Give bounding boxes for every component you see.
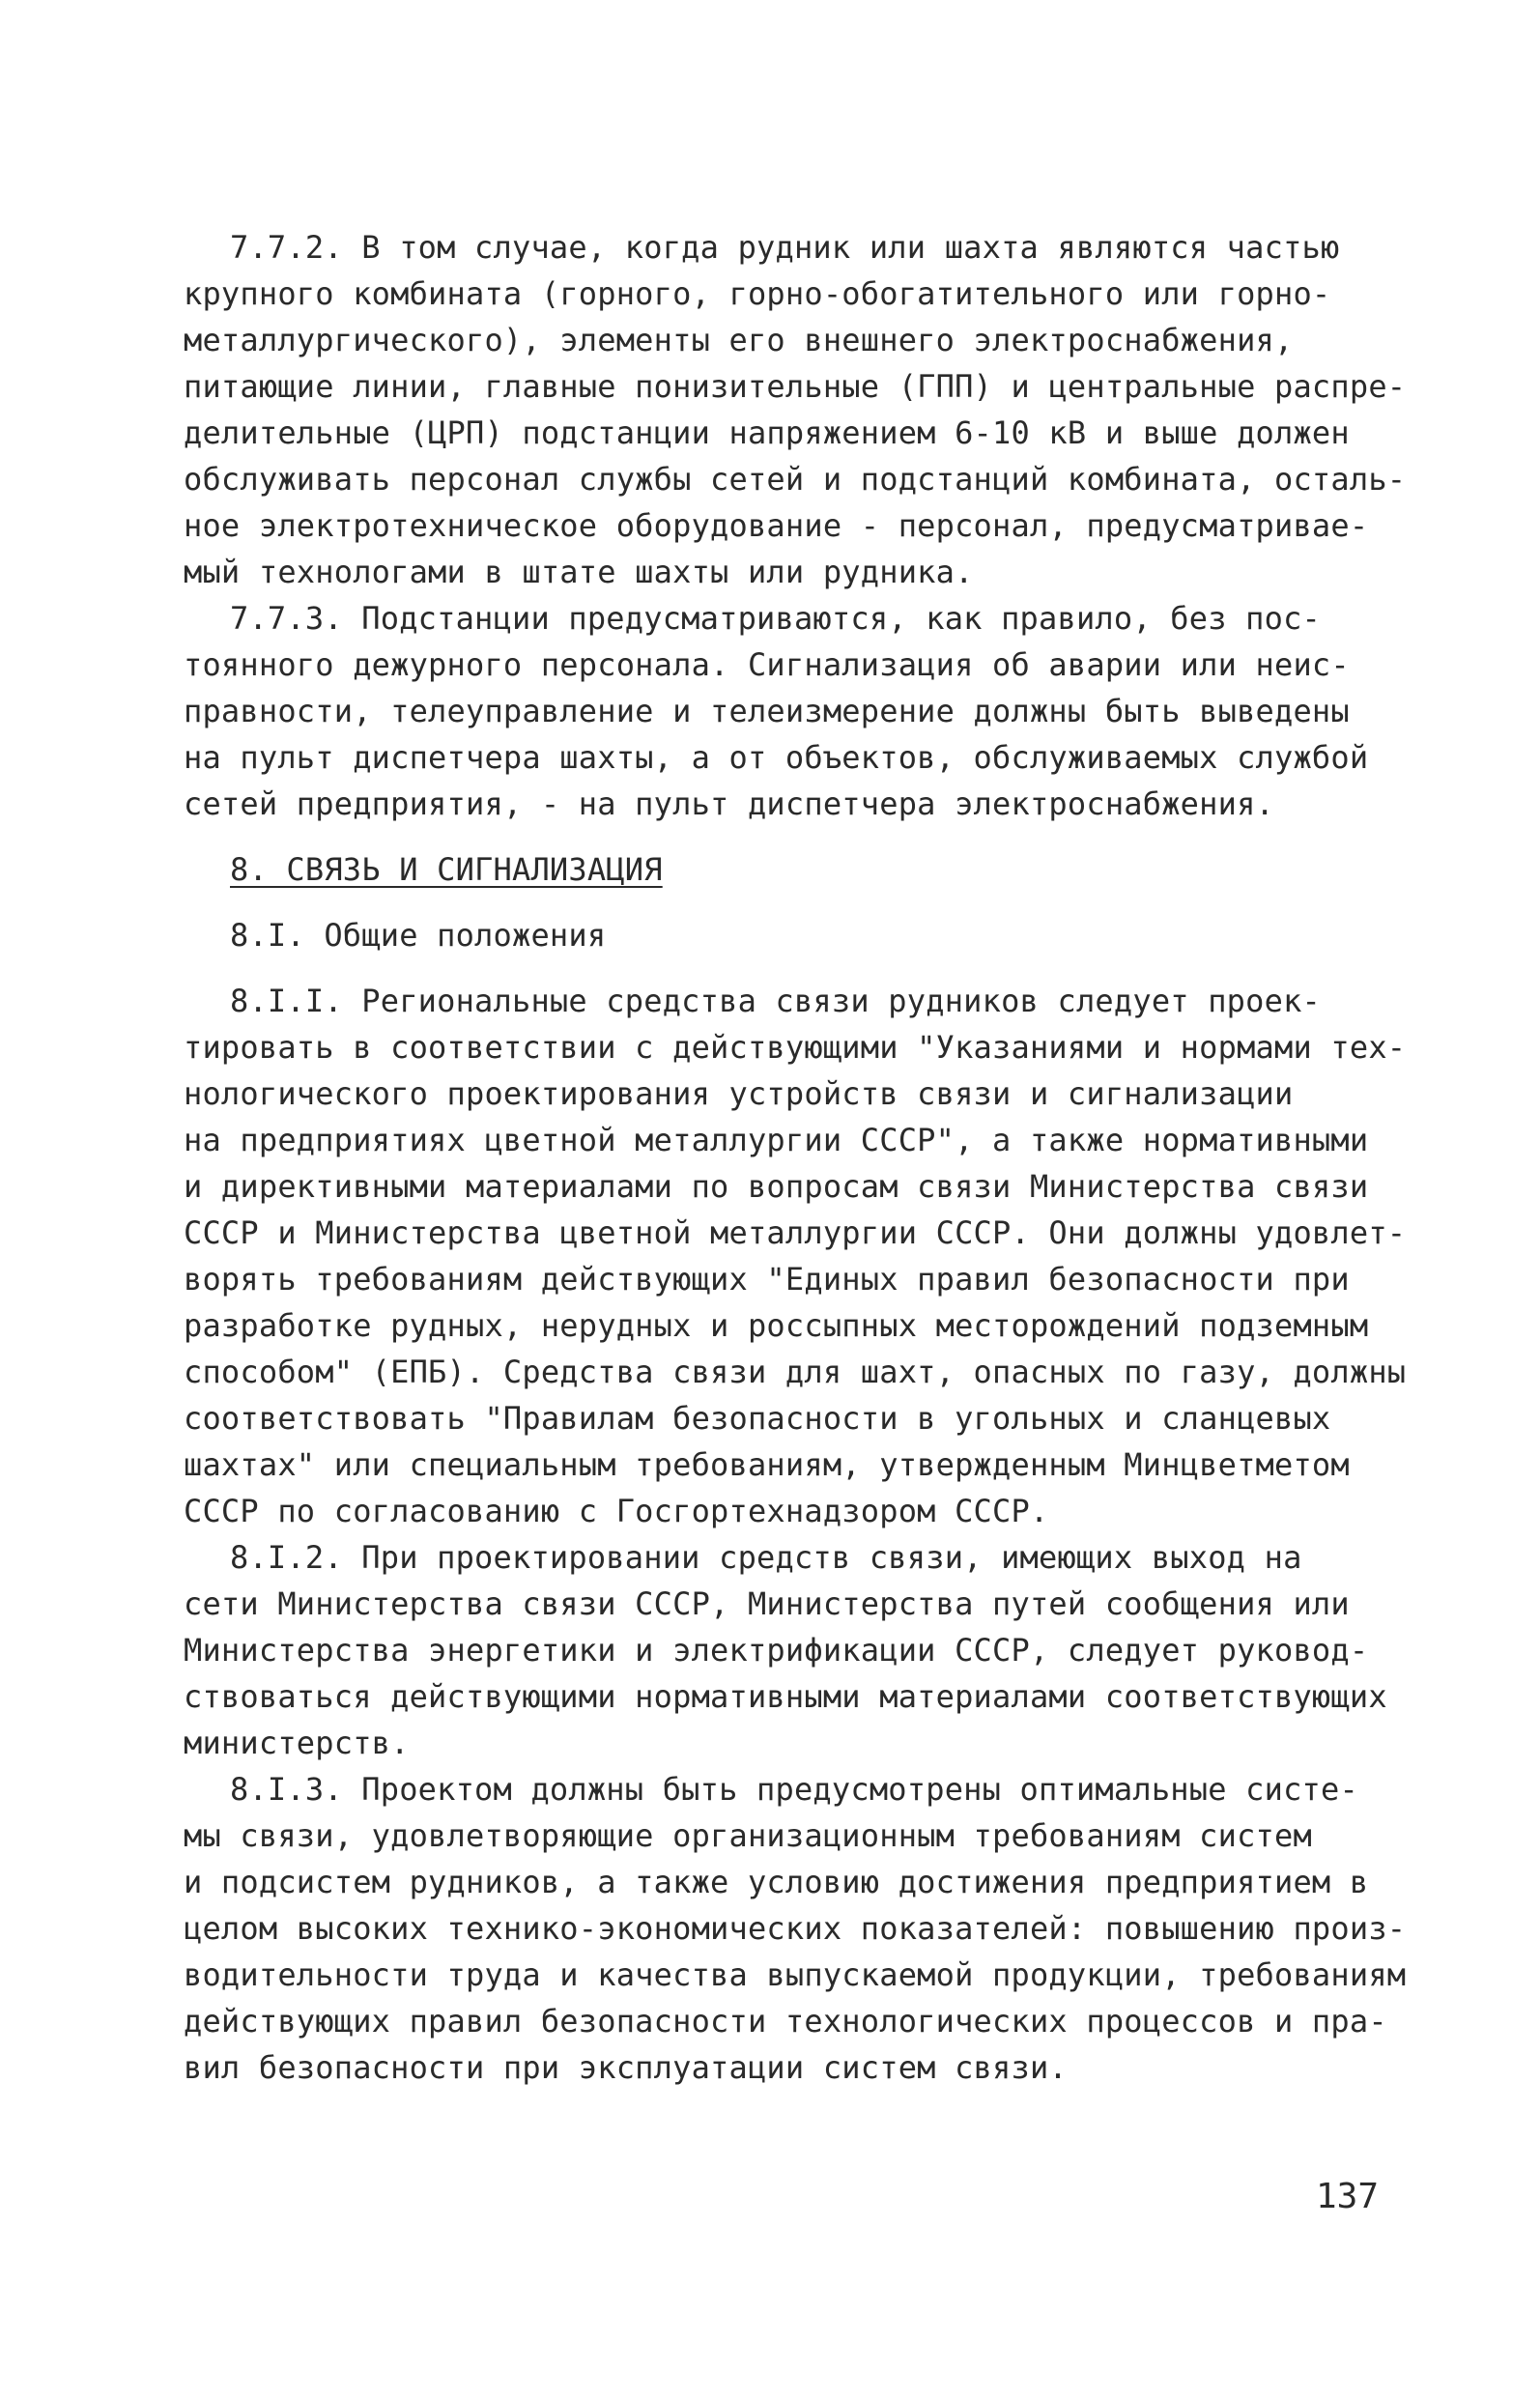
text-line: ное электротехническое оборудование - персонал, предусматривае- xyxy=(184,507,1369,544)
paragraph-8-1-1 xyxy=(184,978,1407,1534)
text-line: ствоваться действующими нормативными материалами соответствующих xyxy=(184,1678,1387,1715)
section-heading xyxy=(184,846,1401,893)
text-line: разработке рудных, нерудных и россыпных месторождений подземным xyxy=(184,1307,1369,1344)
page-body xyxy=(184,224,1407,2091)
text-line: нологического проектирования устройств связи и сигнализации xyxy=(184,1075,1294,1112)
text-line: тоянного дежурного персонала. Сигнализация об аварии или неис- xyxy=(184,646,1350,683)
text-line: обслуживать персонал службы сетей и подстанций комбината, осталь- xyxy=(184,461,1407,498)
text-line: водительности труда и качества выпускаемой продукции, требованиям xyxy=(184,1956,1407,1993)
paragraph-8-1-3 xyxy=(184,1766,1407,2091)
text-line: 7.7.2. В том случае, когда рудник или шахта являются частью xyxy=(230,229,1340,266)
section-title: 8. СВЯЗЬ И СИГНАЛИЗАЦИЯ xyxy=(230,851,663,888)
text-line: делительные (ЦРП) подстанции напряжением 6-10 кВ и выше должен xyxy=(184,414,1350,451)
text-line: крупного комбината (горного, горно-обогатительного или горно- xyxy=(184,275,1331,312)
text-line: и подсистем рудников, а также условию достижения предприятием в xyxy=(184,1864,1369,1900)
text-line: 8.I.3. Проектом должны быть предусмотрены оптимальные систе- xyxy=(230,1771,1358,1808)
text-line: правности, телеуправление и телеизмерение должны быть выведены xyxy=(184,693,1350,729)
text-line: вил безопасности при эксплуатации систем связи. xyxy=(184,2049,1068,2086)
text-line: ворять требованиям действующих "Единых правил безопасности при xyxy=(184,1261,1350,1298)
text-line: на пульт диспетчера шахты, а от объектов, обслуживаемых службой xyxy=(184,739,1369,776)
text-line: Министерства энергетики и электрификации СССР, следует руковод- xyxy=(184,1632,1369,1669)
paragraph-7-7-3 xyxy=(184,595,1401,827)
text-line: соответствовать "Правилам безопасности в угольных и сланцевых xyxy=(184,1400,1331,1437)
subsection-heading: 8.I. Общие положения xyxy=(230,917,607,954)
paragraph-8-1-2 xyxy=(184,1534,1401,1766)
text-line: на предприятиях цветной металлургии СССР", а также нормативными xyxy=(184,1122,1369,1158)
text-line: металлургического), элементы его внешнего электроснабжения, xyxy=(184,322,1294,358)
text-line: СССР по согласованию с Госгортехнадзором СССР. xyxy=(184,1493,1049,1529)
text-line: 8.I.2. При проектировании средств связи, имеющих выход на xyxy=(230,1539,1302,1576)
text-line: СССР и Министерства цветной металлургии СССР. Они должны удовлет- xyxy=(184,1214,1407,1251)
paragraph-7-7-2 xyxy=(184,224,1407,595)
text-line: действующих правил безопасности технологических процессов и пра- xyxy=(184,2003,1387,2040)
text-line: способом" (ЕПБ). Средства связи для шахт, опасных по газу, должны xyxy=(184,1354,1407,1390)
text-line: сетей предприятия, - на пульт диспетчера электроснабжения. xyxy=(184,785,1275,822)
text-line: сети Министерства связи СССР, Министерства путей сообщения или xyxy=(184,1585,1350,1622)
text-line: тировать в соответствии с действующими "Указаниями и нормами тех- xyxy=(184,1029,1407,1066)
page-number: 137 xyxy=(1316,2177,1380,2216)
text-line: министерств. xyxy=(184,1725,410,1761)
text-line: 8.I.I. Региональные средства связи рудников следует проек- xyxy=(230,983,1322,1019)
text-line: 7.7.3. Подстанции предусматриваются, как правило, без пос- xyxy=(230,600,1322,637)
text-line: мый технологами в штате шахты или рудника. xyxy=(184,554,974,590)
text-line: питающие линии, главные понизительные (ГПП) и центральные распре- xyxy=(184,368,1407,405)
text-line: и директивными материалами по вопросам связи Министерства связи xyxy=(184,1168,1369,1205)
text-line: шахтах" или специальным требованиям, утвержденным Минцветметом xyxy=(184,1446,1350,1483)
text-line: целом высоких технико-экономических показателей: повышению произ- xyxy=(184,1910,1407,1947)
text-line: мы связи, удовлетворяющие организационным требованиям систем xyxy=(184,1817,1312,1854)
